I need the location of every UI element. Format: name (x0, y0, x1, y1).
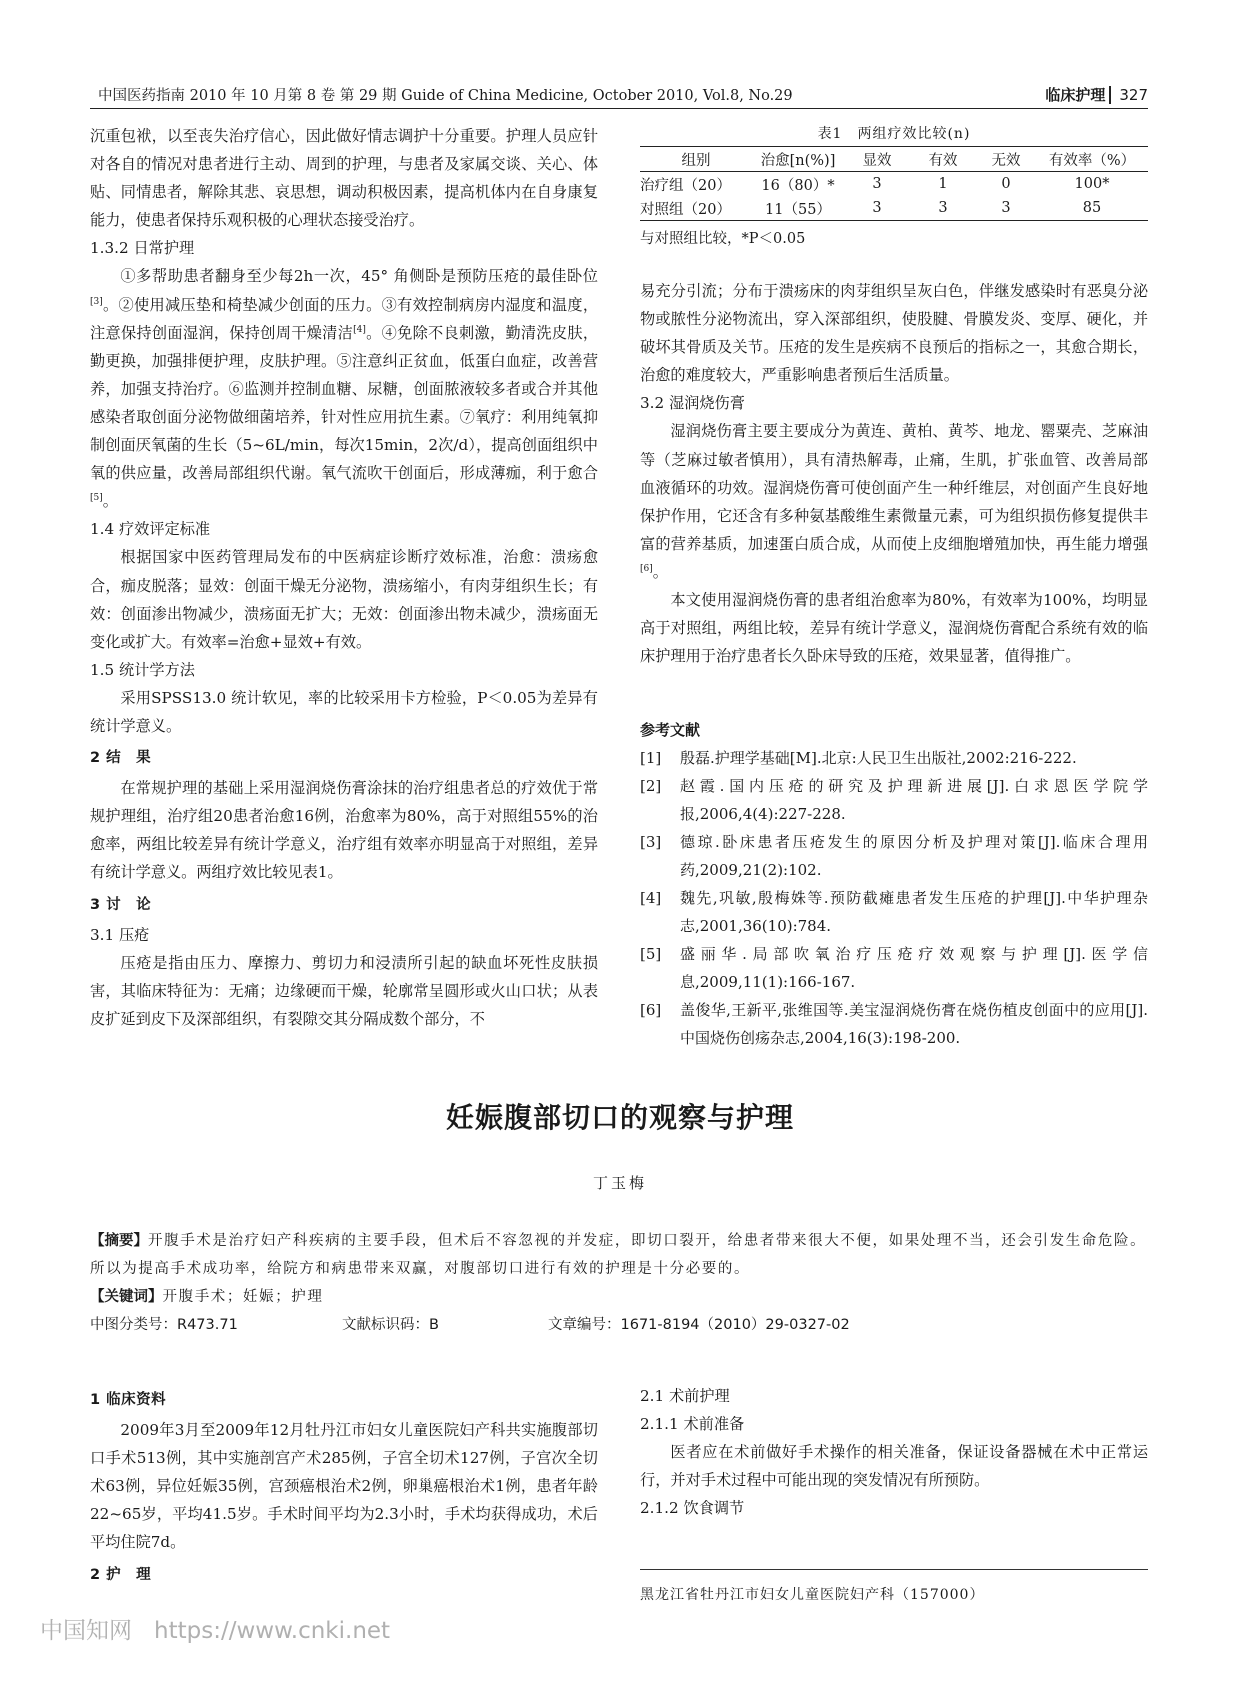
reference-text: 盛丽华.局部吹氧治疗压疮疗效观察与护理[J].医学信息,2009,11(1):166-167. (680, 945, 1148, 991)
running-header (90, 84, 1148, 109)
table-cell: 治疗组（20） (640, 177, 731, 194)
reference-item (640, 996, 1148, 1052)
section-heading: 2 护 理 (90, 1566, 152, 1583)
keywords-text: 开腹手术；妊娠；护理 (162, 1289, 324, 1305)
citation-marker: [6] (640, 563, 653, 574)
reference-number: [2] (640, 777, 662, 795)
paragraph: 压疮是指由压力、摩擦力、剪切力和浸渍所引起的缺血坏死性皮肤损害，其临床特征为：无痛；边缘硬而干燥，轮廓常呈圆形或火山口状；从表皮扩延到皮下及深部组织，有裂隙交其分隔成数个部分，不 (90, 953, 598, 1028)
reference-number: [3] (640, 833, 662, 851)
section-label: 临床护理 327 (1045, 86, 1148, 104)
abstract-label: 【摘要】 (90, 1233, 148, 1249)
article2-right-column (640, 1382, 1148, 1522)
table-cell: 3 (1001, 200, 1011, 216)
references (640, 719, 1148, 1052)
paragraph: 沉重包袱，以至丧失治疗信心，因此做好情志调护十分重要。护理人员应针对各自的情况对患者进行主动、周到的护理，与患者及家属交谈、关心、体贴、同情患者，解除其悲、哀思想，调动积极因素，提高机体内在自身康复能力，使患者保持乐观积极的心理状态接受治疗。 (90, 127, 598, 230)
abstract-text: 开腹手术是治疗妇产科疾病的主要手段，但术后不容忽视的并发症，即切口裂开，给患者带来很大不便，如果处理不当，还会引发生命危险。所以为提高手术成功率，给院方和病患带来双赢，对腹部切口进行有效的护理是十分必要的。 (90, 1233, 1147, 1277)
subsection-heading: 1.4 疗效评定标准 (90, 520, 211, 539)
abstract (90, 1227, 1148, 1283)
reference-text: 赵霞.国内压疮的研究及护理新进展[J].白求恩医学院学报,2006,4(4):227-228. (680, 777, 1148, 823)
paragraph: 根据国家中医药管理局发布的中医病症诊断疗效标准，治愈：溃疡愈合，痂皮脱落；显效：创面干燥无分泌物，溃疡缩小，有肉芽组织生长；有效：创面渗出物减少，溃疡面无扩大；无效：创面渗出物未减少，溃疡面无变化或扩大。有效率=治愈+显效+有效。 (90, 548, 598, 651)
efficacy-table (640, 146, 1148, 221)
left-column (90, 122, 598, 1033)
table-cell: 16（80）* (761, 177, 835, 194)
table-header-cell: 有效率（%） (1048, 152, 1136, 169)
subsection-heading: 1.3.2 日常护理 (90, 239, 195, 258)
table-header-cell: 组别 (681, 152, 711, 169)
paragraph: 湿润烧伤膏主要主要成分为黄连、黄柏、黄芩、地龙、罂粟壳、芝麻油等（芝麻过敏者慎用），具有清热解毒，止痛，生肌，扩张血管、改善局部血液循环的功效。湿润烧伤膏可使创面产生一种纤维层，对创面产生良好地保护作用，它还含有多种氨基酸维生素微量元素，可为组织损伤修复提供丰富的营养基质，加速蛋白质合成，从而使上皮细胞增殖加快，再生能力增强[6]。 (640, 422, 1148, 581)
reference-item (640, 772, 1148, 828)
cnki-watermark (40, 1612, 390, 1645)
section-heading: 2 结 果 (90, 750, 152, 767)
table-note: 与对照组比较，*P＜0.05 (640, 231, 806, 247)
citation-marker: [5] (90, 493, 103, 504)
table-header-cell: 无效 (991, 152, 1021, 169)
reference-item (640, 744, 1148, 772)
table-row (640, 196, 1148, 221)
table-cell: 3 (938, 200, 948, 216)
subsection-heading: 2.1.1 术前准备 (640, 1415, 745, 1434)
paragraph: 采用SPSS13.0 统计软见，率的比较采用卡方检验，P＜0.05为差异有统计学意义。 (90, 688, 598, 735)
references-heading: 参考文献 (640, 721, 701, 739)
reference-number: [1] (640, 749, 662, 767)
subsection-heading: 2.1 术前护理 (640, 1387, 730, 1405)
article-title: 妊娠腹部切口的观察与护理 (445, 1101, 794, 1134)
subsection-heading: 1.5 统计学方法 (90, 660, 195, 679)
article-author: 丁玉梅 (592, 1174, 647, 1192)
table-cell: 3 (872, 176, 882, 192)
table-cell: 3 (872, 200, 882, 216)
right-column (640, 277, 1148, 670)
citation-marker: [4] (353, 324, 366, 335)
table-header-cell: 治愈[n(%)] (760, 152, 836, 169)
article2-left-column (90, 1382, 598, 1591)
table-caption: 表1 两组疗效比较(n) (817, 126, 971, 142)
table-cell: 85 (1082, 200, 1102, 216)
paragraph: 在常规护理的基础上采用湿润烧伤膏涂抹的治疗组患者总的疗效优于常规护理组，治疗组20患者治愈16例，治愈率为80%，高于对照组55%的治愈率，两组比较差异有统计学意义，治疗组有效率亦明显高于对照组，差异有统计学意义。两组疗效比较见表1。 (90, 779, 598, 882)
reference-text: 德琼.卧床患者压疮发生的原因分析及护理对策[J].临床合理用药,2009,21(2):102. (680, 833, 1148, 879)
watermark-brand: 中国知网 (40, 1618, 132, 1644)
document-code: 文献标识码：B (342, 1317, 439, 1333)
reference-number: [4] (640, 889, 662, 907)
reference-item (640, 884, 1148, 940)
subsection-heading: 3.1 压疮 (90, 925, 150, 944)
paragraph: 本文使用湿润烧伤膏的患者组治愈率为80%，有效率为100%，均明显高于对照组，两组比较，差异有统计学意义，湿润烧伤膏配合系统有效的临床护理用于治疗患者长久卧床导致的压疮，效果显著，值得推广。 (640, 591, 1148, 666)
table-cell: 11（55） (765, 201, 831, 218)
reference-text: 殷磊.护理学基础[M].北京:人民卫生出版社,2002:216-222. (680, 749, 1077, 767)
table-cell: 0 (1001, 176, 1011, 192)
reference-text: 盖俊华,王新平,张维国等.美宝湿润烧伤膏在烧伤植皮创面中的应用[J].中国烧伤创疡杂志,2004,16(3):198-200. (680, 1001, 1148, 1047)
table-cell: 100* (1074, 176, 1110, 192)
reference-item (640, 940, 1148, 996)
reference-text: 魏先,巩敏,殷梅姝等.预防截瘫患者发生压疮的护理[J].中华护理杂志,2001,36(10):784. (680, 889, 1148, 935)
reference-number: [5] (640, 945, 662, 963)
table-cell: 对照组（20） (640, 201, 731, 218)
watermark-url: https://www.cnki.net (154, 1618, 391, 1644)
reference-list (640, 744, 1148, 1052)
subsection-heading: 3.2 湿润烧伤膏 (640, 394, 745, 413)
section-heading: 1 临床资料 (90, 1392, 167, 1408)
journal-citation: 中国医药指南 2010 年 10 月第 8 卷 第 29 期 Guide of China Medicine, October 2010, Vol.8, No.29 (98, 88, 793, 104)
table-1 (640, 123, 1148, 248)
table-row (640, 172, 1148, 197)
clc-number: 中图分类号：R473.71 (90, 1317, 238, 1333)
paragraph: 医者应在术前做好手术操作的相关准备，保证设备器械在术中正常运行，并对手术过程中可能出现的突发情况有所预防。 (640, 1443, 1148, 1490)
table-cell: 1 (938, 176, 948, 192)
reference-number: [6] (640, 1001, 662, 1019)
table-header-cell: 有效 (928, 152, 958, 169)
citation-marker: [3] (90, 296, 103, 307)
paragraph: ①多帮助患者翻身至少每2h一次，45° 角侧卧是预防压疮的最佳卧位[3]。②使用减压垫和椅垫减少创面的压力。③有效控制病房内湿度和温度，注意保持创面湿润，保持创周干燥清洁[4]。④免除不良刺激，勤清洗皮肤，勤更换，加强排便护理，皮肤护理。⑤注意纠正贫血，低蛋白血症，改善营养，加强支持治疗。⑥监测并控制血糖、尿糖，创面脓液较多者或合并其他感染者取创面分泌物做细菌培养，针对性应用抗生素。⑦氧疗：利用纯氧抑制创面厌氧菌的生长（5~6L/min，每次15min，2次/d），提高创面组织中氧的供应量，改善局部组织代谢。氧气流吹干创面后，形成薄痂，利于愈合[5]。 (90, 267, 599, 511)
page-number: 327 (1109, 86, 1148, 104)
table-header-cell: 显效 (862, 152, 892, 169)
article-number: 文章编号：1671-8194（2010）29-0327-02 (548, 1317, 850, 1333)
paragraph: 2009年3月至2009年12月牡丹江市妇女儿童医院妇产科共实施腹部切口手术513例，其中实施剖宫产术285例，子宫全切术127例，子宫次全切术63例，异位妊娠35例，宫颈癌根治术2例，卵巢癌根治术1例，患者年龄22~65岁，平均41.5岁。手术时间平均为2.3小时，手术均获得成功，术后平均住院7d。 (90, 1421, 598, 1552)
reference-item (640, 828, 1148, 884)
keywords-label: 【关键词】 (90, 1289, 163, 1305)
subsection-heading: 2.1.2 饮食调节 (640, 1499, 745, 1518)
keywords (90, 1283, 1148, 1311)
affiliation-footnote: 黑龙江省牡丹江市妇女儿童医院妇产科（157000） (640, 1569, 1148, 1604)
paragraph: 易充分引流；分布于溃疡床的肉芽组织呈灰白色，伴继发感染时有恶臭分泌物或脓性分泌物流出，穿入深部组织，使股腱、骨膜发炎、变厚、硬化，并破坏其骨质及关节。压疮的发生是疾病不良预后的指标之一，其愈合期长，治愈的难度较大，严重影响患者预后生活质量。 (640, 282, 1148, 385)
section-heading: 3 讨 论 (90, 896, 152, 913)
